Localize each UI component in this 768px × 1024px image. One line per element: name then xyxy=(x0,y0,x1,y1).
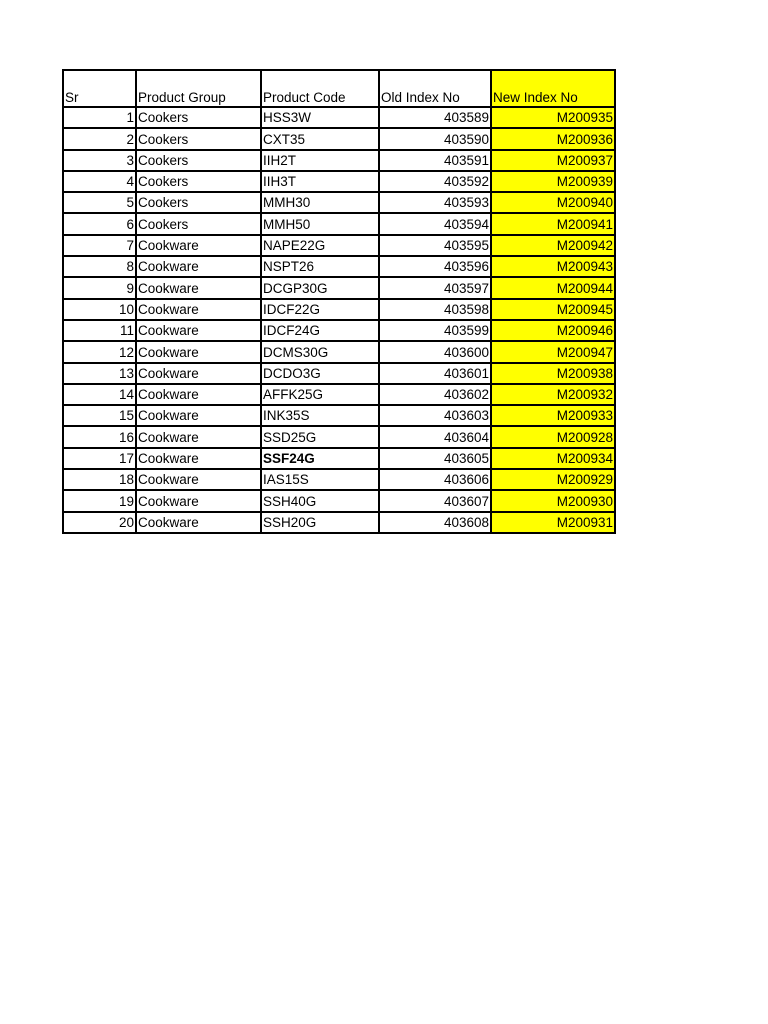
cell-product-group[interactable]: Cookers xyxy=(136,192,261,213)
cell-sr[interactable]: 18 xyxy=(63,469,136,490)
cell-product-code[interactable]: DCGP30G xyxy=(261,277,379,298)
cell-old-index-no[interactable]: 403593 xyxy=(379,192,491,213)
cell-new-index-no[interactable]: M200930 xyxy=(491,490,615,511)
cell-old-index-no[interactable]: 403596 xyxy=(379,256,491,277)
cell-new-index-no[interactable]: M200928 xyxy=(491,426,615,447)
table-row xyxy=(63,256,615,277)
table-row xyxy=(63,128,615,149)
cell-old-index-no[interactable]: 403595 xyxy=(379,235,491,256)
cell-old-index-no[interactable]: 403591 xyxy=(379,150,491,171)
cell-product-code[interactable]: IDCF22G xyxy=(261,299,379,320)
cell-product-group[interactable]: Cookware xyxy=(136,256,261,277)
table-row xyxy=(63,213,615,234)
cell-new-index-no[interactable]: M200937 xyxy=(491,150,615,171)
header-product-group[interactable]: Product Group xyxy=(136,70,261,107)
cell-new-index-no[interactable]: M200934 xyxy=(491,448,615,469)
cell-new-index-no[interactable]: M200938 xyxy=(491,363,615,384)
cell-new-index-no[interactable]: M200942 xyxy=(491,235,615,256)
cell-old-index-no[interactable]: 403606 xyxy=(379,469,491,490)
cell-product-group[interactable]: Cookers xyxy=(136,171,261,192)
cell-old-index-no[interactable]: 403608 xyxy=(379,512,491,533)
cell-product-group[interactable]: Cookware xyxy=(136,320,261,341)
cell-old-index-no[interactable]: 403604 xyxy=(379,426,491,447)
table-row xyxy=(63,448,615,469)
cell-new-index-no[interactable]: M200943 xyxy=(491,256,615,277)
table-row xyxy=(63,235,615,256)
cell-product-code[interactable]: MMH30 xyxy=(261,192,379,213)
table-row xyxy=(63,363,615,384)
cell-sr[interactable]: 1 xyxy=(63,107,136,128)
cell-product-code[interactable]: NSPT26 xyxy=(261,256,379,277)
table-row xyxy=(63,192,615,213)
table-row xyxy=(63,384,615,405)
cell-product-group[interactable]: Cookware xyxy=(136,512,261,533)
cell-product-code[interactable]: SSD25G xyxy=(261,426,379,447)
cell-product-code[interactable]: SSH40G xyxy=(261,490,379,511)
cell-product-group[interactable]: Cookware xyxy=(136,469,261,490)
cell-old-index-no[interactable]: 403607 xyxy=(379,490,491,511)
table-header-row xyxy=(63,70,615,107)
header-product-code[interactable]: Product Code xyxy=(261,70,379,107)
table-row xyxy=(63,490,615,511)
table-row xyxy=(63,150,615,171)
cell-sr[interactable]: 11 xyxy=(63,320,136,341)
cell-product-group[interactable]: Cookware xyxy=(136,299,261,320)
table-row xyxy=(63,426,615,447)
cell-old-index-no[interactable]: 403597 xyxy=(379,277,491,298)
cell-old-index-no[interactable]: 403590 xyxy=(379,128,491,149)
table-row xyxy=(63,107,615,128)
cell-new-index-no[interactable]: M200940 xyxy=(491,192,615,213)
table-row xyxy=(63,171,615,192)
header-old-index-no[interactable]: Old Index No xyxy=(379,70,491,107)
table-row xyxy=(63,405,615,426)
cell-new-index-no[interactable]: M200947 xyxy=(491,341,615,362)
cell-sr[interactable]: 12 xyxy=(63,341,136,362)
cell-sr[interactable]: 5 xyxy=(63,192,136,213)
cell-old-index-no[interactable]: 403594 xyxy=(379,213,491,234)
cell-product-group[interactable]: Cookware xyxy=(136,448,261,469)
cell-sr[interactable]: 17 xyxy=(63,448,136,469)
cell-product-code[interactable]: IIH2T xyxy=(261,150,379,171)
table-row xyxy=(63,512,615,533)
cell-product-group[interactable]: Cookware xyxy=(136,363,261,384)
cell-old-index-no[interactable]: 403601 xyxy=(379,363,491,384)
table-row xyxy=(63,277,615,298)
cell-product-code[interactable]: IIH3T xyxy=(261,171,379,192)
cell-sr[interactable]: 16 xyxy=(63,426,136,447)
cell-old-index-no[interactable]: 403605 xyxy=(379,448,491,469)
index-mapping-table xyxy=(62,69,616,534)
cell-new-index-no[interactable]: M200946 xyxy=(491,320,615,341)
cell-product-code[interactable]: SSH20G xyxy=(261,512,379,533)
cell-product-group[interactable]: Cookers xyxy=(136,150,261,171)
cell-new-index-no[interactable]: M200935 xyxy=(491,107,615,128)
cell-new-index-no[interactable]: M200933 xyxy=(491,405,615,426)
cell-product-code[interactable]: INK35S xyxy=(261,405,379,426)
cell-product-group[interactable]: Cookware xyxy=(136,405,261,426)
cell-product-code[interactable]: CXT35 xyxy=(261,128,379,149)
cell-new-index-no[interactable]: M200929 xyxy=(491,469,615,490)
cell-sr[interactable]: 19 xyxy=(63,490,136,511)
cell-product-group[interactable]: Cookware xyxy=(136,490,261,511)
cell-old-index-no[interactable]: 403602 xyxy=(379,384,491,405)
cell-old-index-no[interactable]: 403598 xyxy=(379,299,491,320)
table-row xyxy=(63,469,615,490)
cell-sr[interactable]: 3 xyxy=(63,150,136,171)
cell-product-group[interactable]: Cookware xyxy=(136,277,261,298)
table-row xyxy=(63,299,615,320)
cell-new-index-no[interactable]: M200936 xyxy=(491,128,615,149)
cell-old-index-no[interactable]: 403600 xyxy=(379,341,491,362)
cell-product-group[interactable]: Cookware xyxy=(136,341,261,362)
cell-product-code[interactable]: AFFK25G xyxy=(261,384,379,405)
cell-sr[interactable]: 10 xyxy=(63,299,136,320)
cell-product-code[interactable]: SSF24G xyxy=(261,448,379,469)
cell-new-index-no[interactable]: M200941 xyxy=(491,213,615,234)
cell-new-index-no[interactable]: M200944 xyxy=(491,277,615,298)
cell-sr[interactable]: 6 xyxy=(63,213,136,234)
table-row xyxy=(63,341,615,362)
cell-product-code[interactable]: DCMS30G xyxy=(261,341,379,362)
header-new-index-no[interactable]: New Index No xyxy=(491,70,615,107)
cell-old-index-no[interactable]: 403603 xyxy=(379,405,491,426)
cell-sr[interactable]: 14 xyxy=(63,384,136,405)
cell-old-index-no[interactable]: 403592 xyxy=(379,171,491,192)
table-row xyxy=(63,320,615,341)
table-body xyxy=(63,70,615,533)
cell-product-group[interactable]: Cookware xyxy=(136,384,261,405)
cell-product-code[interactable]: IAS15S xyxy=(261,469,379,490)
cell-sr[interactable]: 20 xyxy=(63,512,136,533)
cell-product-group[interactable]: Cookers xyxy=(136,128,261,149)
cell-product-group[interactable]: Cookware xyxy=(136,426,261,447)
cell-new-index-no[interactable]: M200939 xyxy=(491,171,615,192)
cell-new-index-no[interactable]: M200932 xyxy=(491,384,615,405)
cell-product-group[interactable]: Cookers xyxy=(136,107,261,128)
cell-product-code[interactable]: MMH50 xyxy=(261,213,379,234)
cell-sr[interactable]: 7 xyxy=(63,235,136,256)
header-sr[interactable]: Sr xyxy=(63,70,136,107)
cell-product-code[interactable]: DCDO3G xyxy=(261,363,379,384)
cell-sr[interactable]: 8 xyxy=(63,256,136,277)
cell-sr[interactable]: 9 xyxy=(63,277,136,298)
cell-old-index-no[interactable]: 403589 xyxy=(379,107,491,128)
cell-new-index-no[interactable]: M200931 xyxy=(491,512,615,533)
cell-old-index-no[interactable]: 403599 xyxy=(379,320,491,341)
cell-product-group[interactable]: Cookware xyxy=(136,235,261,256)
cell-product-code[interactable]: HSS3W xyxy=(261,107,379,128)
cell-sr[interactable]: 13 xyxy=(63,363,136,384)
cell-sr[interactable]: 4 xyxy=(63,171,136,192)
cell-new-index-no[interactable]: M200945 xyxy=(491,299,615,320)
cell-product-code[interactable]: IDCF24G xyxy=(261,320,379,341)
cell-product-group[interactable]: Cookers xyxy=(136,213,261,234)
cell-product-code[interactable]: NAPE22G xyxy=(261,235,379,256)
cell-sr[interactable]: 15 xyxy=(63,405,136,426)
cell-sr[interactable]: 2 xyxy=(63,128,136,149)
